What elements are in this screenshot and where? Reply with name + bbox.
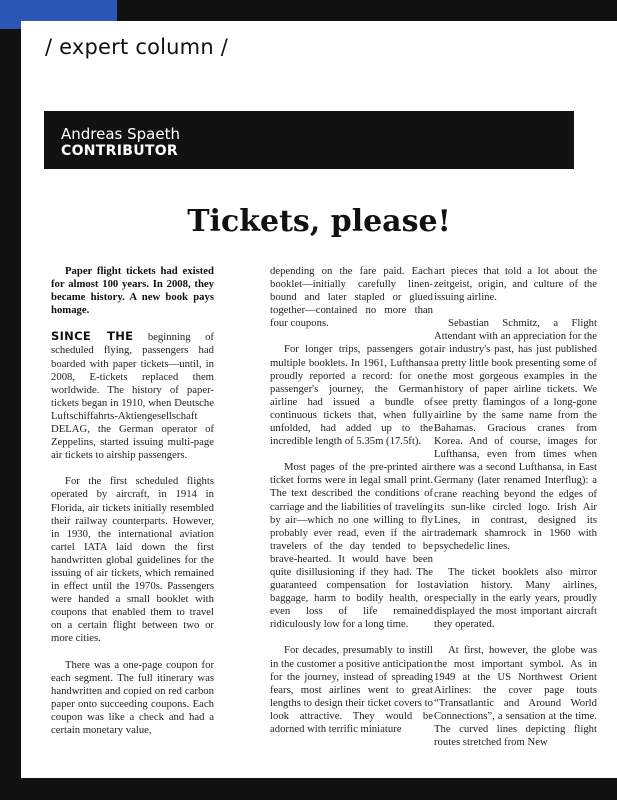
author-role: CONTRIBUTOR [61,143,179,159]
column-1 [51,265,214,750]
paragraph [51,330,214,462]
paragraph: At first, however, the globe was the most important symbol. As in 1949 at the US Northwest Orient Airlines: the cover page touts “Transatlantic and Around World Connections”, a sensation at the time. The curved lines depicting flight routes stretched from New [434,644,597,749]
author-name: Andreas Spaeth [61,125,180,143]
lead-in: SINCE THE [51,329,134,344]
column-2 [270,265,433,749]
paragraph: Most pages of the pre-printed air ticket forms were in legal small print. The text described the conditions of carriage and the liabilities of traveling by air—which no one willing to fly probably ever read, even if the air travelers of the day tended to be brave-hearted. It would have been quite disillusioning if they had. The guaranteed compensation for lost baggage, harm to bodily health, or even loss of life remained ridiculously low for a long time. [270,461,433,631]
article-title: Tickets, please! [187,204,451,239]
section-kicker: / expert column / [45,35,228,59]
paragraph: For decades, presumably to instill in the customer a positive anticipation for the journey, instead of spreading fears, most airlines went to great lengths to design their ticket covers to look attractive. They would be adorned with terrific miniature [270,644,433,735]
paragraph: depending on the fare paid. Each booklet—initially carefully linen-bound and later stapled or glued together—contained no more than four coupons. [270,265,433,330]
paragraph: For longer trips, passengers got multiple booklets. In 1961, Lufthansa proudly reported a record: for one passenger's journey, the German airline had issued a bundle of continuous tickets that, when fully unfolded, had added up to the incredible length of 5.35m (17.5ft). [270,343,433,448]
paragraph: Sebastian Schmitz, a Flight Attendant with an appreciation for the air industry's past, has just published a pretty little book presenting some of the most gorgeous examples in the history of paper airline tickets. We see pretty flamingos of a long-gone airline by the same name from the Bahamas. Gracious cranes from Korea. And of course, images for Lufthansa, even from times when there was a second Lufthansa, in East Germany (later renamed Interflug): a crane reaching beyond the edges of its sun-like circled logo. Irish Air Lines, in contrast, designed its trademark shamrock in 1960 with psychedelic lines. [434,317,597,552]
paragraph-text: beginning of scheduled flying, passengers had boarded with paper tickets—until, in 2008, E-tickets replaced them worldwide. The history of paper-tickets began in 1910, when Deutsche Luftschiffahrts-Aktiengesellschaft DELAG, the German operator of Zeppelins, started issuing multi-page air tickets to airship passengers. [51,331,214,462]
page [21,21,617,778]
paragraph: art pieces that told a lot about the zeitgeist, origin, and culture of the issuing airline. [434,265,597,304]
article-lead: Paper flight tickets had existed for almost 100 years. In 2008, they became history. A new book pays homage. [51,265,214,317]
paragraph: For the first scheduled flights operated by aircraft, in 1914 in Florida, air tickets initially resembled their railway counterparts. However, in 1930, the international aviation cartel IATA laid down the first handwritten global guidelines for the issuing of air tickets, which remained in effect until the 1970s. Passengers were handed a small booklet with coupons that enabled them to travel on a certain flight between two or more cities. [51,475,214,645]
paragraph: There was a one-page coupon for each segment. The full itinerary was handwritten and copied on red carbon paper onto succeeding coupons. Each coupon was like a check and had a certain monetary value, [51,658,214,736]
paragraph: The ticket booklets also mirror aviation history. Many airlines, especially in the early years, proudly displayed the most important aircraft they operated. [434,565,597,631]
author-banner [44,111,574,169]
column-3 [434,265,597,762]
